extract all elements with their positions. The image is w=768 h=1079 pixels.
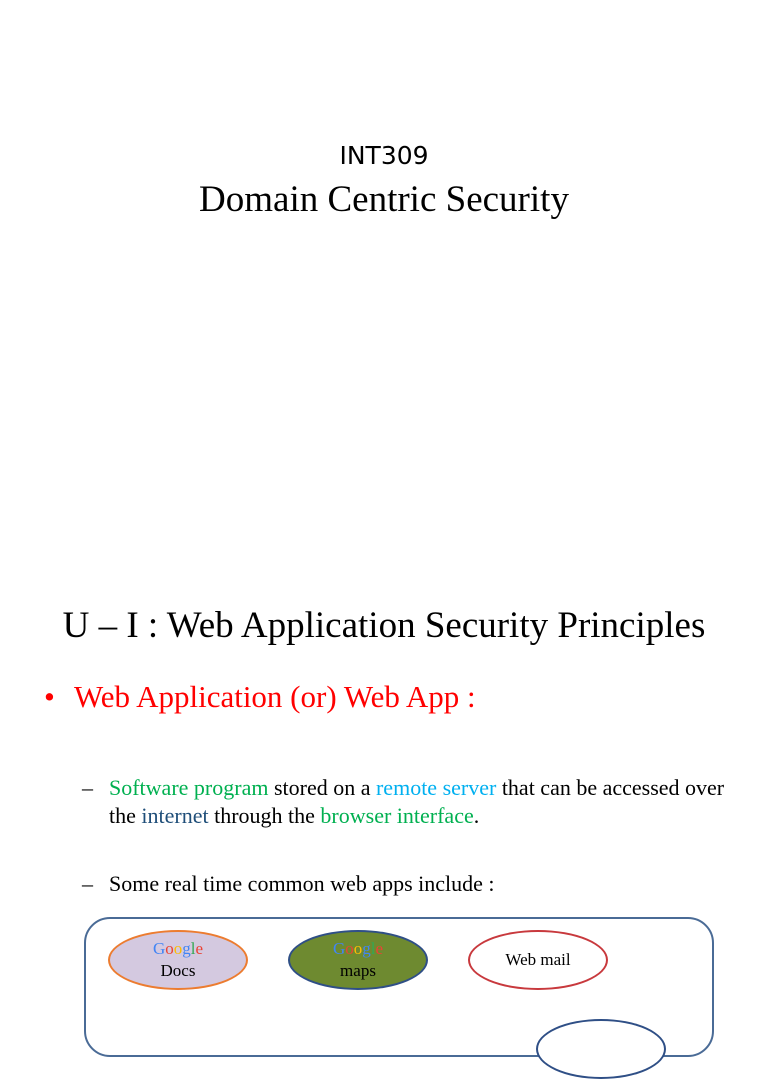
google-logo-letter: o	[353, 939, 363, 958]
segment-remote-server: remote server	[375, 775, 497, 800]
definition-text	[109, 774, 732, 830]
google-logo-letter: g	[362, 939, 371, 958]
examples-text: Some real time common web apps include :	[109, 871, 495, 896]
segment-browser-interface: browser interface	[320, 803, 474, 828]
segment-stored-on: stored on a	[268, 775, 376, 800]
google-logo-letter: o	[345, 939, 354, 958]
google-logo-letter: G	[152, 939, 166, 958]
google-logo	[333, 938, 383, 960]
google-logo-letter: l	[370, 939, 376, 958]
google-logo-letter: e	[375, 939, 384, 958]
google-logo-letter: o	[173, 939, 183, 958]
dash-marker: –	[82, 871, 93, 896]
dash-marker: –	[82, 775, 93, 800]
google-logo-letter: l	[190, 939, 196, 958]
sub-item-definition	[82, 774, 732, 830]
google-logo-letter: g	[182, 939, 191, 958]
google-logo-letter: o	[165, 939, 174, 958]
segment-software-program: Software program	[109, 775, 269, 800]
web-apps-diagram	[84, 917, 714, 1057]
partial-app-oval	[536, 1019, 666, 1079]
course-title: Domain Centric Security	[199, 179, 569, 220]
google-logo-letter: G	[332, 939, 346, 958]
course-code: INT309	[339, 141, 429, 170]
web-mail-oval	[468, 930, 608, 990]
google-logo	[153, 938, 203, 960]
segment-through-the: through the	[208, 803, 321, 828]
unit-title: U – I : Web Application Security Principles	[62, 605, 706, 646]
app-label: Web mail	[505, 950, 571, 969]
bullet-marker: •	[44, 679, 55, 714]
google-docs-oval	[108, 930, 248, 990]
content-slide	[0, 560, 768, 1024]
bullet-web-application	[44, 678, 476, 716]
app-label: Docs	[160, 961, 196, 980]
segment-period: .	[473, 803, 480, 828]
google-maps-oval	[288, 930, 428, 990]
segment-accessed: that can be accessed over the	[109, 775, 725, 828]
bullet-text: Web Application (or) Web App :	[74, 679, 476, 714]
app-label: maps	[340, 961, 376, 980]
segment-internet: internet	[141, 803, 209, 828]
sub-item-examples	[82, 870, 732, 898]
google-logo-letter: e	[195, 939, 204, 958]
